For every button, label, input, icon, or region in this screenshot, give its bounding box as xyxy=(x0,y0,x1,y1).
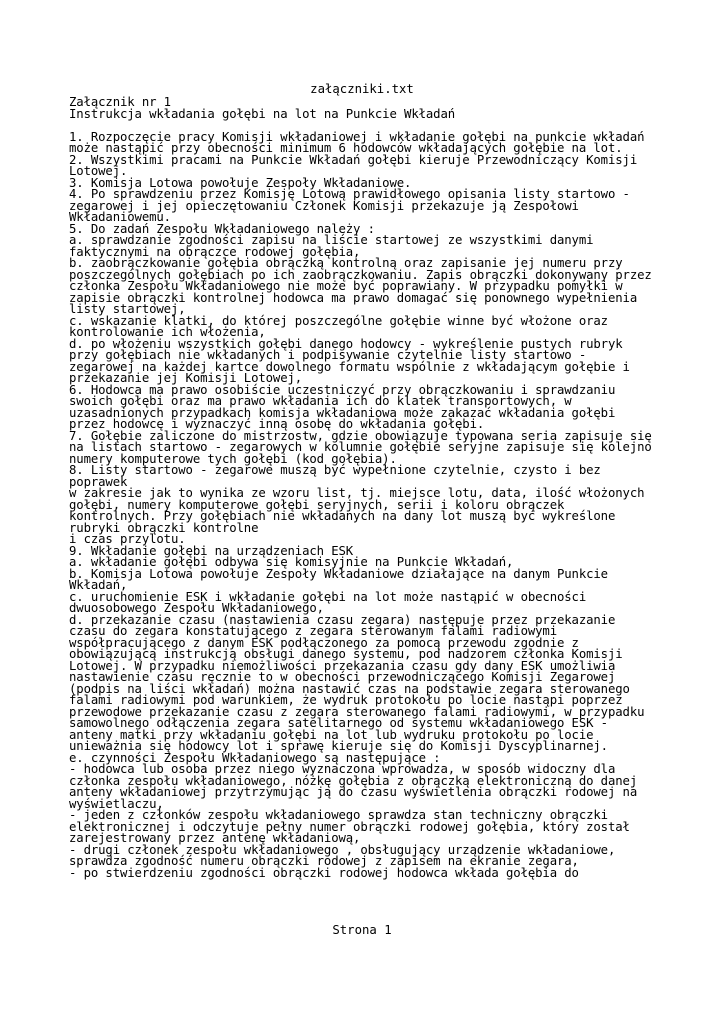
text-line: c. uruchomienie ESK i wkładanie gołębi na lot może nastąpić w obecności xyxy=(69,589,587,604)
text-line: współpracującego z danym ESK podłączonego za pomocą przewodu zgodnie z xyxy=(69,635,579,650)
text-line: uzasadnionych przypadkach komisja wkładaniowa może zakazać wkładania gołębi xyxy=(69,405,616,420)
text-line: 7. Gołębie zaliczone do mistrzostw, gdzie obowiązuje typowana seria zapisuje się xyxy=(69,428,652,443)
text-line: dwuosobowego Zespołu Wkładaniowego, xyxy=(69,601,324,615)
text-line: - hodowca lub osoba przez niego wyznaczona wprowadza, w sposób widoczny dla xyxy=(69,762,616,776)
text-line: przewodowe przekazanie czasu z zegara sterowanego falami radiowymi, w przypadku xyxy=(69,704,645,719)
text-line: przez hodowcę i wyznaczyć inną osobę do wkładania gołębi. xyxy=(69,417,485,431)
document-body xyxy=(69,97,669,879)
text-line: kontrolowanie ich włożenia, xyxy=(69,325,266,339)
text-line: i czas przylotu. xyxy=(69,532,186,546)
text-line: - jeden z członków zespołu wkładaniowego sprawdza stan techniczny obrączki xyxy=(69,808,608,822)
text-line: 5. Do zadań Zespołu Wkładaniowego należy : xyxy=(69,221,375,236)
text-line: 6. Hodowca ma prawo osobiście uczestniczyć przy obrączkowaniu i sprawdzaniu xyxy=(69,382,616,397)
text-line: członka Zespołu Wkładaniowego nie może być poprawiany. W przypadku pomyłki w xyxy=(69,279,623,293)
text-line: Załącznik nr 1 xyxy=(69,95,171,109)
text-line: numery komputerowe tych gołębi (kod gołębia). xyxy=(69,451,397,466)
text-line: 2. Wszystkimi pracami na Punkcie Wkładań gołębi kieruje Przewodniczący Komisji xyxy=(69,152,638,167)
text-line: falami radiowymi pod warunkiem, że wydruk protokołu po locie nastąpi poprzez xyxy=(69,693,623,707)
text-line: rubryki obrączki kontrolne xyxy=(69,520,259,535)
text-line: (podpis na liści wkładań) można nastawić czas na podstawie zegara sterowanego xyxy=(69,681,630,696)
text-line: 3. Komisja Lotowa powołuje Zespoły Wkładaniowe. xyxy=(69,175,412,190)
text-line: nastawienie czasu ręcznie to w obecności przewodniczącego Komisji Zegarowej xyxy=(69,670,616,684)
text-line: Lotowej. xyxy=(69,164,128,178)
text-line: elektronicznej i odczytuje pełny numer obrączki rodowej gołębia, który został xyxy=(69,819,630,834)
text-line: Instrukcja wkładania gołębi na lot na Punkcie Wkładań xyxy=(69,106,456,121)
text-line: b. zaobrączkowanie gołębia obrączką kontrolną oraz zapisanie jej numeru przy xyxy=(69,256,623,270)
text-line: poszczególnych gołębiach po ich zaobrączkowaniu. Zapis obrączki dokonywany przez xyxy=(69,267,652,282)
text-line: samowolnego odłączenia zegara satelitarnego od systemu wkładaniowego ESK - xyxy=(69,716,608,730)
text-line: w zakresie jak to wynika ze wzoru list, tj. miejsce lotu, data, ilość włożonych xyxy=(69,486,645,500)
text-line: zegarowej na każdej kartce dowolnego formatu wspólnie z wkładającym gołębie i xyxy=(69,359,630,374)
text-line: a. wkładanie gołębi odbywa się komisyjnie na Punkcie Wkładań, xyxy=(69,555,514,569)
text-line: anteny wkładaniowej przytrzymując ją do czasu wyświetlenia obrączki rodowej na xyxy=(69,785,638,799)
text-line: unieważnia się hodowcy lot i sprawę kieruje się do Komisji Dyscyplinarnej. xyxy=(69,739,608,753)
page-number: Strona 1 xyxy=(332,923,392,937)
text-line: zarejestrowany przez antenę wkładaniową, xyxy=(69,831,361,845)
text-line: 9. Wkładanie gołębi na urządzeniach ESK xyxy=(69,543,354,558)
text-line: Wkładań, xyxy=(69,578,128,592)
text-line: 4. Po sprawdzeniu przez Komisję Lotową prawidłowego opisania listy startowo - xyxy=(69,187,630,201)
text-line: a. sprawdzanie zgodności zapisu na liście startowej ze wszystkimi danymi xyxy=(69,233,594,247)
text-line: kontrolnych. Przy gołębiach nie wkładanych na dany lot muszą być wykreślone xyxy=(69,509,616,523)
text-line: gołębi, numery komputerowe gołębi seryjnych, serii i koloru obrączek xyxy=(69,497,565,512)
text-line: zapisie obrączki kontrolnej hodowca ma prawo domagać się ponownego wypełnienia xyxy=(69,290,638,305)
text-line: przekazanie jej Komisji Lotowej, xyxy=(69,371,303,385)
text-line: sprawdza zgodność numeru obrączki rodowej z zapisem na ekranie zegara, xyxy=(69,854,579,868)
text-line: poprawek xyxy=(69,474,128,489)
text-line: faktycznymi na obrączce rodowej gołębia, xyxy=(69,244,361,259)
text-line: obowiązującą instrukcją obsługi danego systemu, pod nadzorem członka Komisji xyxy=(69,647,623,661)
text-line: b. Komisja Lotowa powołuje Zespoły Wkładaniowe działające na danym Punkcie xyxy=(69,566,608,581)
text-line: przy gołębiach nie wkładanych i podpisywanie czytelnie listy startowo - xyxy=(69,348,587,362)
document-title: załączniki.txt xyxy=(310,82,414,96)
text-line: e. czynności Zespołu Wkładaniowego są następujące : xyxy=(69,750,441,765)
text-line: swoich gołębi oraz ma prawo wkładania ich do klatek transportowych, w xyxy=(69,394,572,408)
text-line: c. wskazanie klatki, do której poszczególne gołębie winne być włożone oraz xyxy=(69,313,608,328)
text-line: członka zespołu wkładaniowego, nóżkę gołębia z obrączką elektroniczną do danej xyxy=(69,773,638,788)
text-line: - po stwierdzeniu zgodności obrączki rodowej hodowca wkłada gołębia do xyxy=(69,865,579,880)
text-line: wyświetlaczu, xyxy=(69,796,164,811)
text-line: Wkładaniowemu. xyxy=(69,210,171,224)
text-line: 1. Rozpoczęcie pracy Komisji wkładaniowej i wkładanie gołębi na punkcie wkładań xyxy=(69,129,645,144)
text-line: - drugi członek zespołu wkładaniowego , obsługujący urządzenie wkładaniowe, xyxy=(69,842,616,857)
text-line: listy startowej, xyxy=(69,302,186,316)
text-line: d. po włożeniu wszystkich gołębi danego hodowcy - wykreślenie pustych rubryk xyxy=(69,336,623,351)
text-line: czasu do zegara konstatującego z zegara sterowanym falami radiowymi xyxy=(69,624,557,638)
text-line: Lotowej. W przypadku niemożliwości przekazania czasu gdy dany ESK umożliwia xyxy=(69,658,616,673)
text-line: d. przekazanie czasu (nastawienia czasu zegara) następuje przez przekazanie xyxy=(69,612,616,627)
text-line: na listach startowo - zegarowych w kolumnie gołębie seryjne zapisuje się kolejno xyxy=(69,440,652,454)
text-line: 8. Listy startowo - zegarowe muszą być wypełnione czytelnie, czysto i bez xyxy=(69,463,601,477)
text-line: zegarowej i jej opieczętowaniu Członek Komisji przekazuje ją Zespołowi xyxy=(69,198,579,213)
text-line: może nastąpić przy obecności minimum 6 hodowców wkładających gołębie na lot. xyxy=(69,141,623,155)
text-line: anteny matki przy wkładaniu gołębi na lot lub wydruku protokołu po locie xyxy=(69,727,594,742)
